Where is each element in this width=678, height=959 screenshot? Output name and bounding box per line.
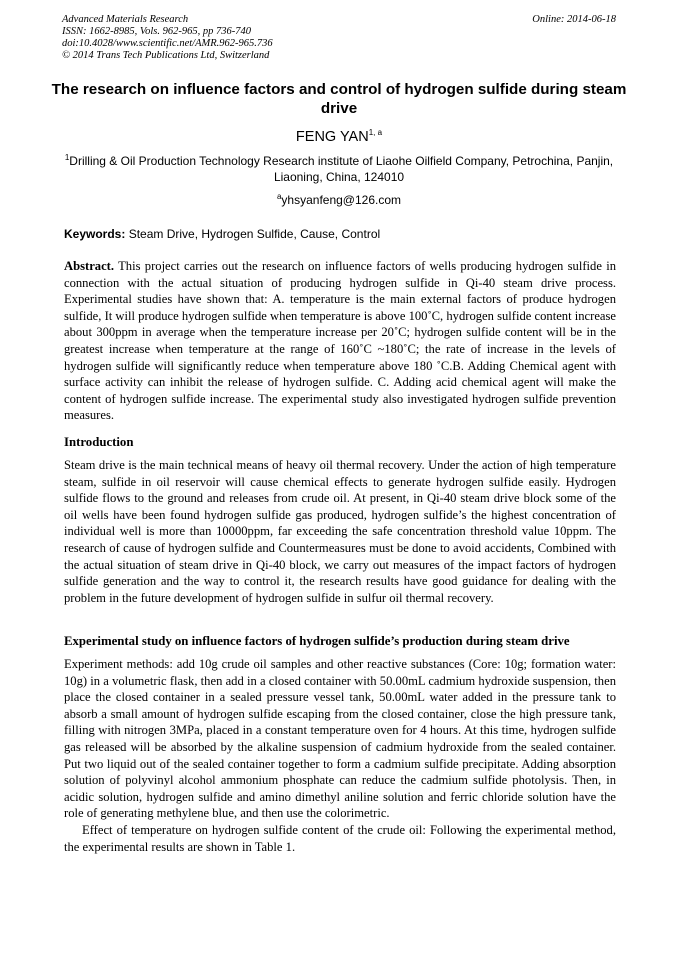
methods-paragraph: Experiment methods: add 10g crude oil samples and other reactive substances (Core: 10g; formation water: 10g) in a volumetric flask, then add in a closed container with 50.00mL cadmium hydroxide suspension, then place the closed container in a sealed pressure vessel tank, 50.00mL water added in the pressure tank to absorb a small amount of hydrogen sulfide escaping from the closed container, close the high pressure tank, filling with nitrogen 3MPa, placed in a constant temperature oven for 4 hours. At this time, hydrogen sulfide gas released will be absorbed by the alkaline suspension of cadmium hydroxide from the sealed container. Put two liquid out of the sealed container together to form a cadmium sulfide precipitate. Adding absorption solution of polyvinyl alcohol ammonium phosphate can reduce the cadmium sulfide photolysis. Then, in acidic solution, hydrogen sulfide and amino dimethyl aniline solution and ferric chloride solution have the role of generating methylene blue, and then use the colorimetric. <box>64 657 616 821</box>
keywords <box>64 226 616 242</box>
journal-doi: doi:10.4028/www.scientific.net/AMR.962-965.736 <box>62 38 273 49</box>
email-mark: a <box>276 192 282 201</box>
experimental-section <box>64 656 616 855</box>
experimental-heading: Experimental study on influence factors of hydrogen sulfide’s production during steam drive <box>64 634 570 648</box>
introduction-paragraph: Steam drive is the main technical means of heavy oil thermal recovery. Under the action of high temperature steam, sulfide in oil reservoir will cause chemical effects to generate hydrogen sulfide easily. Hydrogen sulfide flows to the ground and releases from crude oil. At present, in Qi-40 steam drive block some of the oil wells have been found hydrogen sulfide gas produced, hydrogen sulfide’s the highest concentration of individual well is more than 10000ppm, far exceeding the safe concentration threshold value 10ppm. The research of cause of hydrogen sulfide and Countermeasures must be done to avoid accidents, Combined with the actual situation of steam drive in Qi-40 block, we carry out measures of the impact factors of hydrogen sulfide generation and the way to control it, the research results have good guidance for dealing with the problem in the future development of hydrogen sulfide in sulfur oil thermal recovery. <box>64 458 616 605</box>
paper-title: The research on influence factors and control of hydrogen sulfide during steam drive <box>51 81 627 117</box>
online-date: Online: 2014-06-18 <box>532 14 616 25</box>
introduction-section <box>64 457 616 606</box>
journal-name: Advanced Materials Research <box>62 14 189 25</box>
affiliation-text: Drilling & Oil Production Technology Research institute of Liaohe Oilfield Company, Petrochina, Panjin, Liaoning, China, 124010 <box>69 154 614 184</box>
introduction-heading: Introduction <box>64 435 134 449</box>
author-affiliation-mark: 1, a <box>368 128 383 138</box>
abstract <box>64 258 616 424</box>
keywords-text: Steam Drive, Hydrogen Sulfide, Cause, Control <box>128 227 381 241</box>
author-line <box>40 128 638 146</box>
affiliation-mark: 1 <box>64 153 70 162</box>
email-address: yhsyanfeng@126.com <box>281 193 402 207</box>
author-email <box>40 192 638 208</box>
journal-issn: ISSN: 1662-8985, Vols. 962-965, pp 736-740 <box>62 26 251 37</box>
journal-header <box>62 14 616 62</box>
abstract-label: Abstract. <box>64 259 115 273</box>
effect-paragraph: Effect of temperature on hydrogen sulfide content of the crude oil: Following the experimental method, the experimental results are shown in Table 1. <box>64 822 616 854</box>
journal-copyright: © 2014 Trans Tech Publications Ltd, Switzerland <box>62 50 270 61</box>
author-name: FENG YAN <box>295 129 369 145</box>
keywords-label: Keywords: <box>64 227 126 241</box>
abstract-text: This project carries out the research on influence factors of wells producing hydrogen sulfide in connection with the actual situation of producing hydrogen sulfide in Qi-40 steam drive process. Experimental studies have shown that: A. temperature is the main external factors of produce hydrogen sulfide, It will produce hydrogen sulfide when temperature is above 100˚C, hydrogen sulfide content increase about 300ppm in average when the temperature increase per 20˚C; hydrogen sulfide content will be in the greatest increase when temperature at the range of 160˚C ~180˚C; the rate of increase in the levels of hydrogen sulfide will significantly reduce when temperature above 180 ˚C.B. Adding Chemical agent with surface activity can inhibit the release of hydrogen sulfide. C. Adding acid chemical agent will make the content of hydrogen sulfide increase. The experimental study also investigated hydrogen sulfide prevention measures. <box>64 259 617 423</box>
affiliation <box>40 153 638 185</box>
